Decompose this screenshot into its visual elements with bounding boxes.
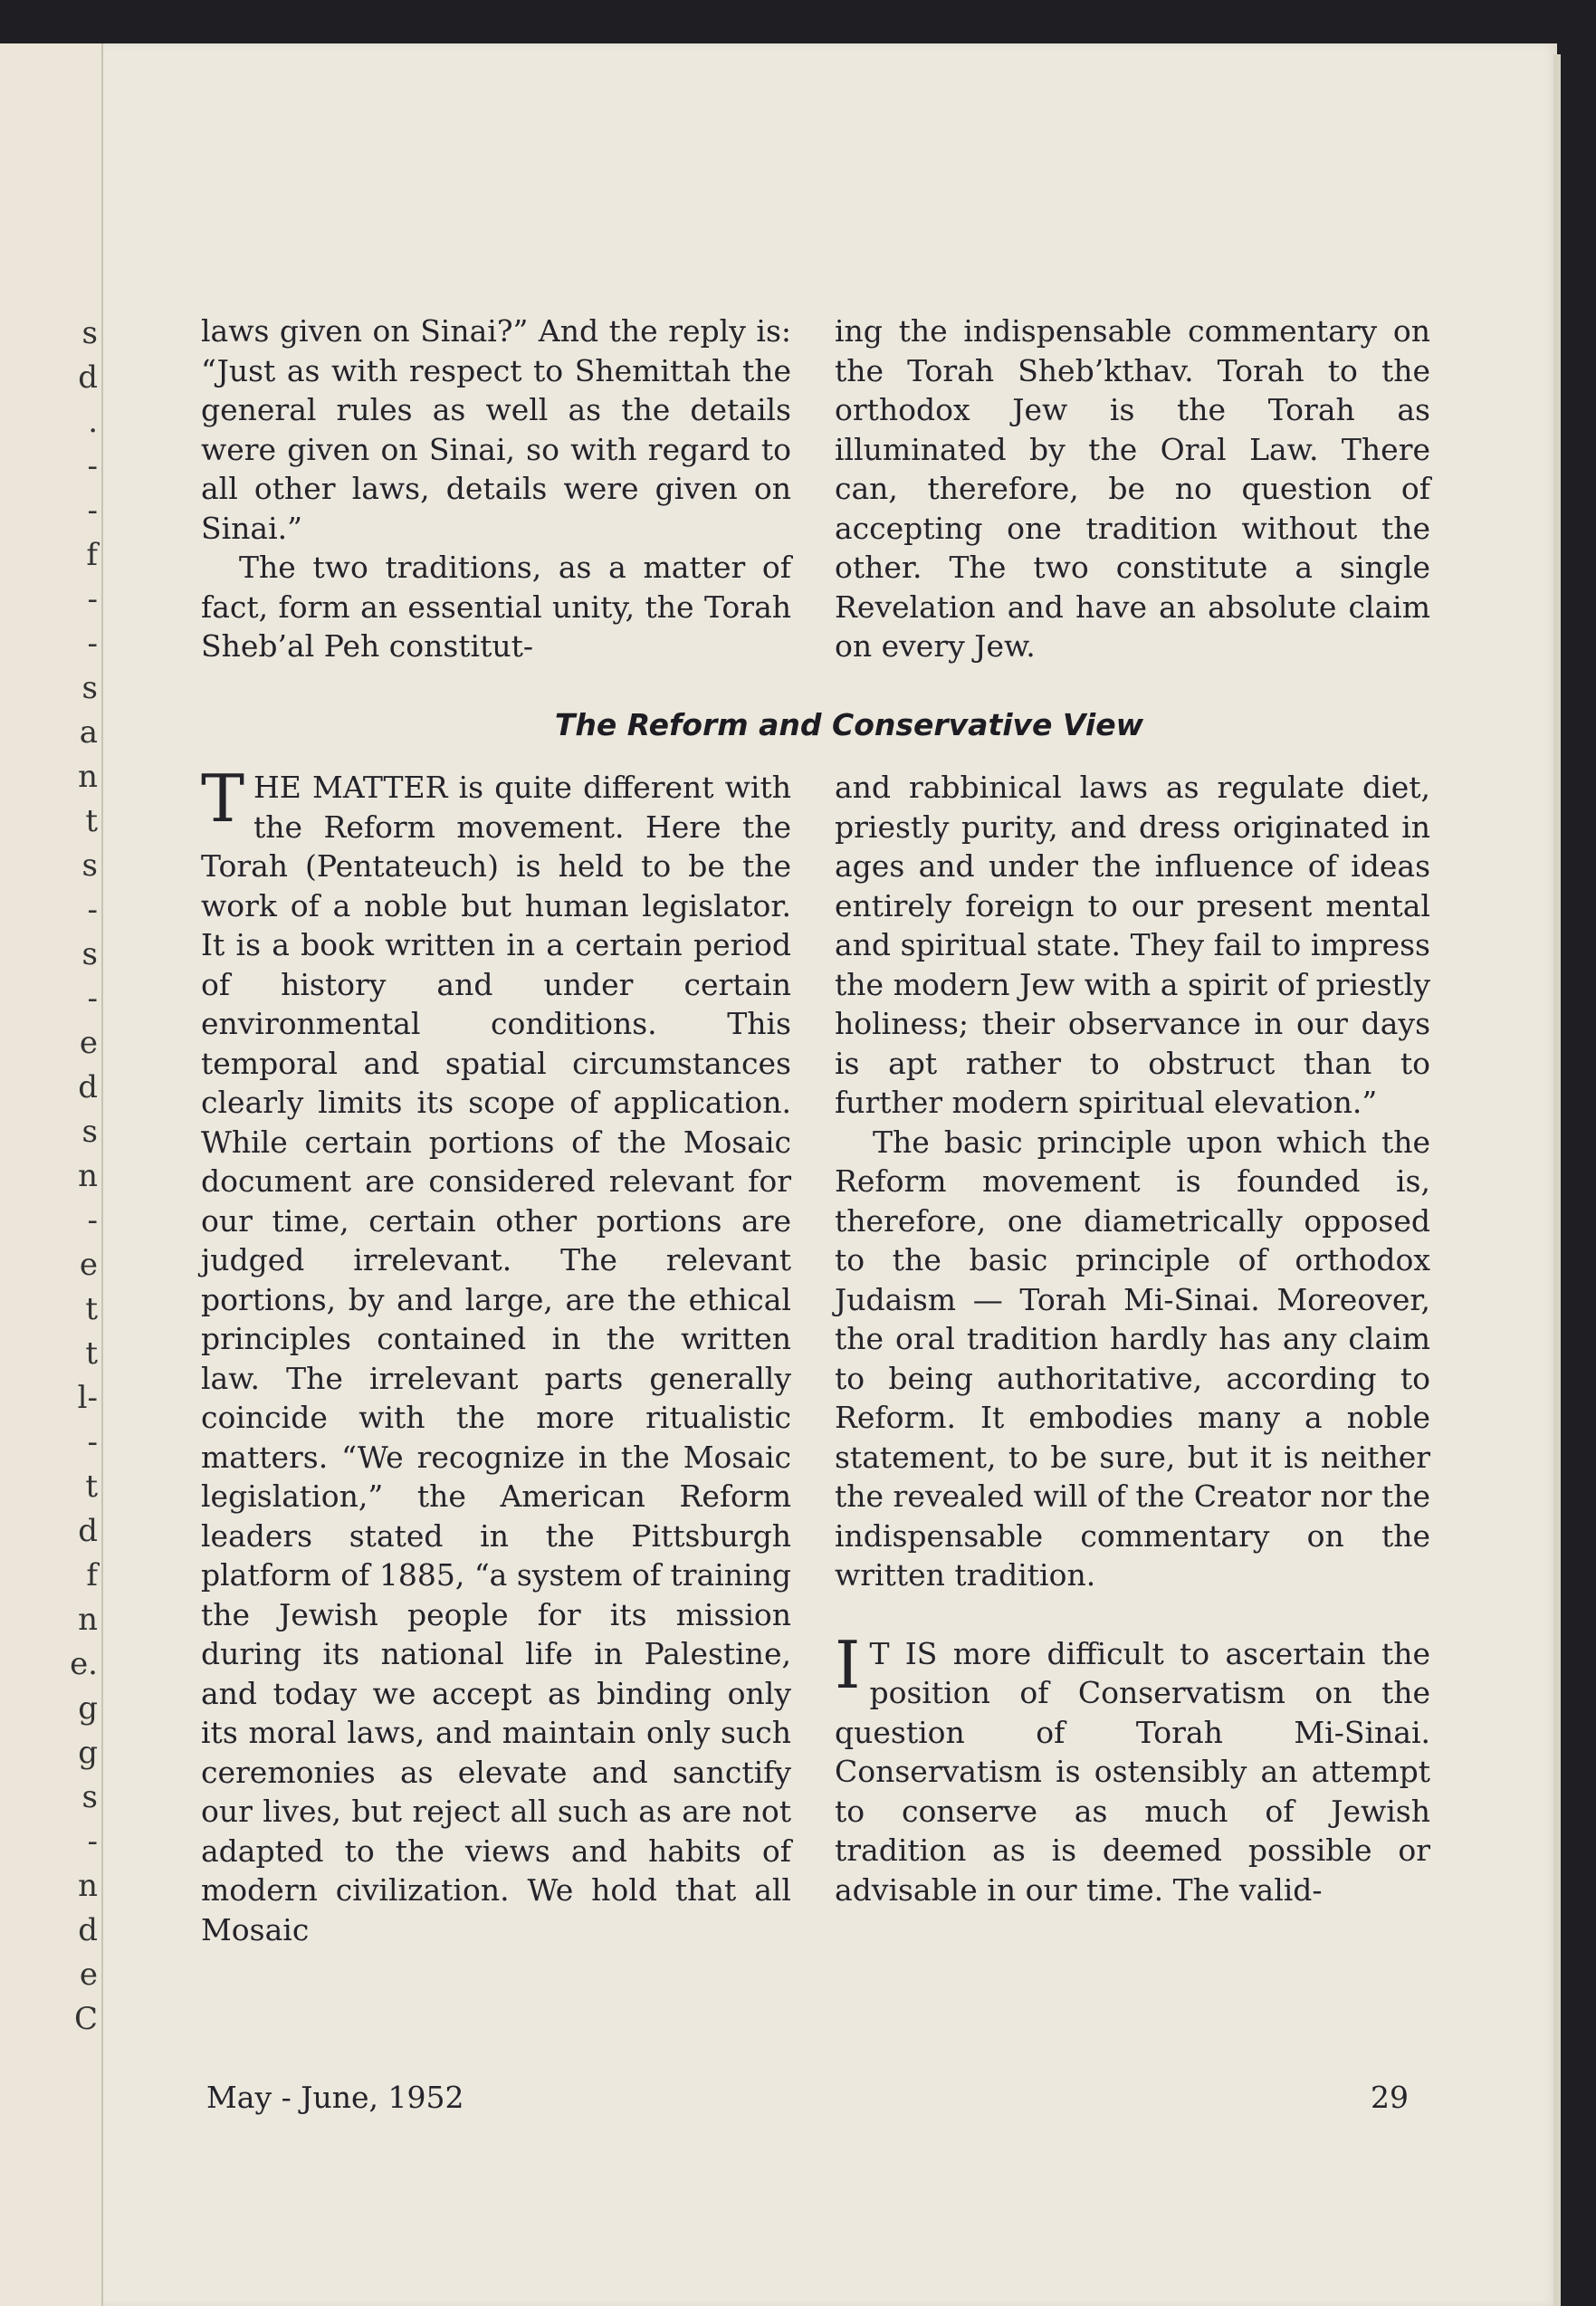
drop-cap: I (835, 1626, 861, 1703)
edge-letter-fragment: s (81, 670, 98, 706)
edge-letter-fragment: s (81, 315, 98, 351)
edge-letter-fragment: t (85, 1469, 98, 1505)
paragraph: The two traditions, as a matter of fact, form an essential unity, the Torah Sheb’al Peh constitut- (201, 550, 791, 664)
edge-letter-fragment: l- (77, 1380, 98, 1416)
paragraph: ing the indispensable commentary on the Torah Sheb’kthav. Torah to the orthodox Jew is the Torah as illuminated by the Oral Law. There can, therefore, be no question of accepting one tradition without the other. The two constitute a single Revelation and have an absolute claim on every Jew. (835, 313, 1430, 664)
edge-letter-fragment: - (87, 626, 98, 662)
page-edge-shadow (1553, 54, 1561, 2306)
edge-letter-fragment: - (87, 1424, 98, 1460)
drop-cap: T (201, 761, 245, 837)
edge-letter-fragment: n (78, 1602, 98, 1638)
section-heading: The Reform and Conservative View (554, 707, 1144, 742)
edge-letter-fragment: d (78, 1513, 98, 1549)
bottom-left-column (201, 761, 791, 1949)
previous-page-edge (0, 43, 103, 2306)
bottom-right-column (835, 768, 1430, 1909)
edge-letter-fragment: - (87, 448, 98, 484)
edge-letter-fragment: - (87, 493, 98, 529)
edge-letter-fragment: e. (70, 1646, 98, 1682)
edge-letter-fragment: - (87, 581, 98, 617)
edge-letter-fragment: e (79, 1957, 98, 1993)
edge-letter-fragment: d (78, 359, 98, 396)
edge-letter-fragment: f (86, 537, 98, 573)
page-number: 29 (1371, 2080, 1409, 2115)
paragraph-text: HE MATTER is quite different with the Reform movement. Here the Torah (Pentateuch) is held to be the work of a noble but human legislator. It is a book written in a certain period of history and under certain environmental conditions. This temporal and spatial circumstances clearly limits its scope of application. While certain portions of the Mosaic document are considered relevant for our time, certain other portions are judged irrelevant. The relevant portions, by and large, are the ethical principles contained in the written law. The irrelevant parts generally coincide with the more ritualistic matters. “We recognize in the Mosaic legislation,” the American Reform leaders stated in the Pittsburgh platform of 1885, “a system of training the Jewish people for its mission during its national life in Palestine, and today we accept as binding only its moral laws, and maintain only such ceremonies as elevate and sanctify our lives, but reject all such as are not adapted to the views and habits of modern civilization. We hold that all Mosaic (201, 770, 791, 1947)
top-right-column (835, 311, 1430, 666)
edge-letter-fragment: n (78, 1158, 98, 1194)
page (103, 43, 1557, 2306)
edge-letter-fragment: f (86, 1557, 98, 1593)
edge-letter-fragment: n (78, 1868, 98, 1904)
edge-letter-fragment: - (87, 1202, 98, 1239)
edge-letter-fragment: - (87, 1823, 98, 1860)
paragraph: and rabbinical laws as regulate diet, priestly purity, and dress originated in ages and under the influence of ideas entirely foreign to our present mental and spiritual state. They fail to impress the modern Jew with a spirit of priestly holiness; their observance in our days is apt rather to obstruct than to further modern spiritual elevation.” (835, 770, 1430, 1120)
edge-letter-fragment: t (85, 803, 98, 839)
paragraph: The basic principle upon which the Reform movement is founded is, therefore, one diametrically opposed to the basic principle of orthodox Judaism — Torah Mi-Sinai. Moreover, the oral tradition hardly has any claim to being authoritative, according to Reform. It embodies many a noble statement, to be sure, but it is neither the revealed will of the Creator nor the indispensable commentary on the written tradition. (835, 1124, 1430, 1593)
paragraph: laws given on Sinai?” And the reply is: “Just as with respect to Shemittah the general rules as well as the details were given on Sinai, so with regard to all other laws, details were given on Sinai.” (201, 313, 791, 546)
edge-letter-fragment: s (81, 847, 98, 884)
edge-letter-fragment: e (79, 1247, 98, 1283)
edge-letter-fragment: d (78, 1912, 98, 1948)
edge-letter-fragment: a (79, 714, 98, 751)
paragraph (835, 1626, 1430, 1910)
issue-date: May - June, 1952 (206, 2080, 464, 2115)
edge-letter-fragment: C (73, 2001, 98, 2037)
edge-letter-fragment: s (81, 1114, 98, 1150)
edge-letter-fragment: s (81, 1779, 98, 1815)
edge-letter-fragment: - (87, 892, 98, 928)
edge-letter-fragment: g (78, 1735, 98, 1771)
edge-letter-fragment: s (81, 936, 98, 972)
edge-letter-fragment: - (87, 981, 98, 1017)
edge-letter-fragment: . (88, 404, 98, 440)
top-left-column (201, 311, 791, 666)
paragraph (201, 761, 791, 1949)
edge-letter-fragment: d (78, 1069, 98, 1105)
paragraph-gap (835, 1595, 1430, 1634)
edge-letter-fragment: n (78, 759, 98, 795)
edge-letter-fragment: t (85, 1335, 98, 1372)
edge-letter-fragment: g (78, 1690, 98, 1727)
edge-letter-fragment: t (85, 1291, 98, 1327)
paragraph-text: T IS more difficult to ascertain the position of Conservatism on the question of Torah Mi-Sinai. Conservatism is ostensibly an attempt to conserve as much of Jewish tradition as is deemed possible or advisable in our time. The valid- (835, 1635, 1430, 1908)
edge-letter-fragment: e (79, 1025, 98, 1061)
